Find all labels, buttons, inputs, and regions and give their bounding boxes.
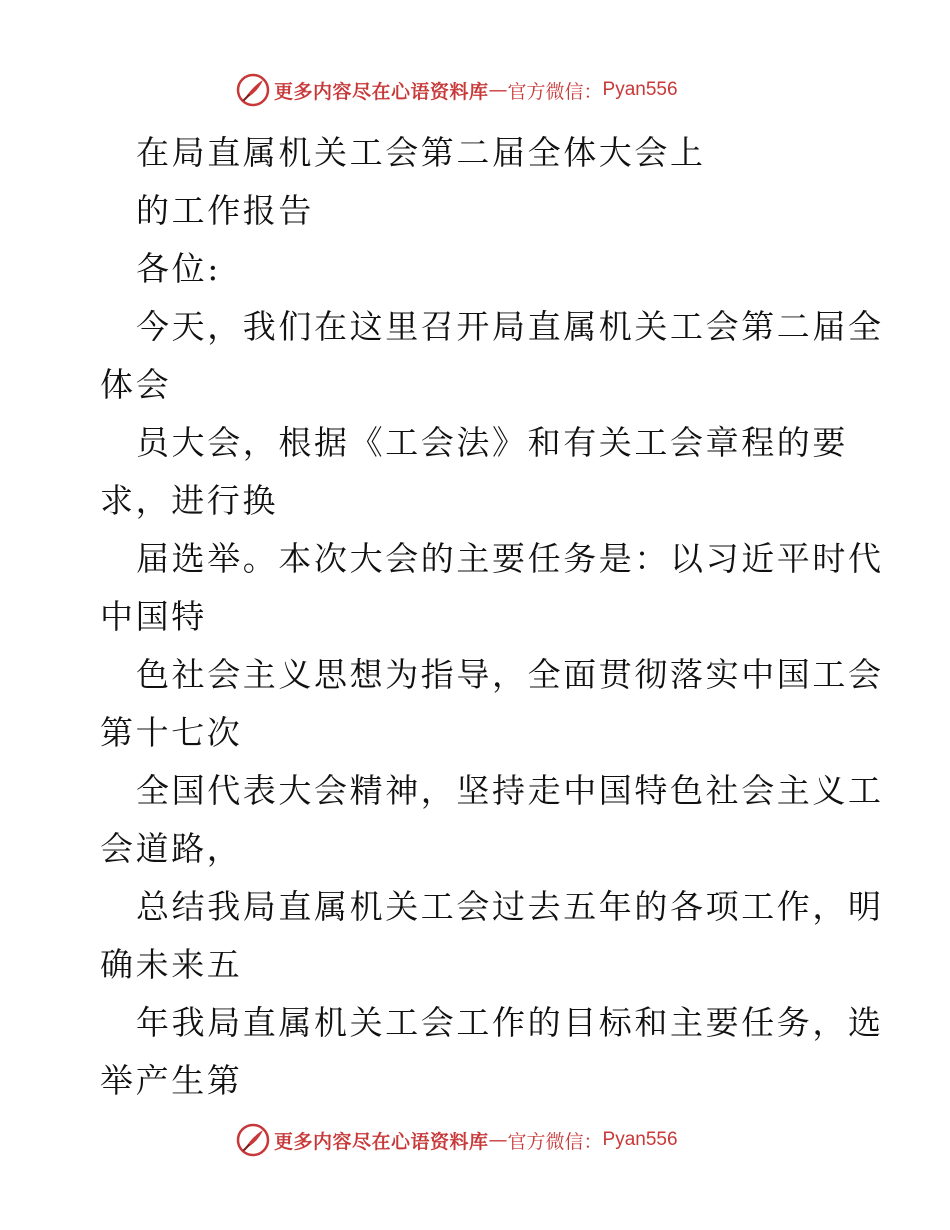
watermark-site-text: 更多内容尽在心语资料库 xyxy=(274,1130,489,1153)
doc-line: 今天，我们在这里召开局直属机关工会第二届全 xyxy=(136,307,884,346)
quill-logo-icon xyxy=(236,73,270,107)
document-body xyxy=(100,124,884,1110)
doc-line: 全国代表大会精神，坚持走中国特色社会主义工 xyxy=(136,771,884,810)
doc-line: 求，进行换 xyxy=(100,481,278,520)
footer-watermark xyxy=(236,1122,756,1158)
watermark-official-label: 官方微信： xyxy=(507,1130,603,1153)
watermark-separator: — xyxy=(488,79,508,101)
doc-line: 年我局直属机关工会工作的目标和主要任务，选 xyxy=(136,1003,884,1042)
doc-line: 员大会，根据《工会法》和有关工会章程的要 xyxy=(136,423,848,462)
doc-line: 的工作报告 xyxy=(136,191,314,230)
doc-line: 体会 xyxy=(100,365,172,404)
doc-line: 会道路， xyxy=(100,829,243,868)
doc-line: 第十七次 xyxy=(100,713,243,752)
doc-line: 届选举。本次大会的主要任务是：以习近平时代 xyxy=(136,539,884,578)
doc-line: 总结我局直属机关工会过去五年的各项工作，明 xyxy=(136,887,884,926)
watermark-separator: — xyxy=(488,1129,508,1151)
watermark-official-label: 官方微信： xyxy=(507,80,603,103)
header-watermark xyxy=(236,72,756,108)
watermark-wechat-id: Pyan556 xyxy=(602,79,678,100)
doc-line: 举产生第 xyxy=(100,1061,243,1100)
doc-line: 中国特 xyxy=(100,597,207,636)
doc-line: 色社会主义思想为指导，全面贯彻落实中国工会 xyxy=(136,655,884,694)
doc-line: 确未来五 xyxy=(100,945,243,984)
quill-logo-icon xyxy=(236,1123,270,1157)
doc-line: 各位: xyxy=(136,249,221,288)
watermark-site-text: 更多内容尽在心语资料库 xyxy=(274,80,489,103)
doc-line: 在局直属机关工会第二届全体大会上 xyxy=(136,133,706,172)
watermark-wechat-id: Pyan556 xyxy=(602,1129,678,1150)
